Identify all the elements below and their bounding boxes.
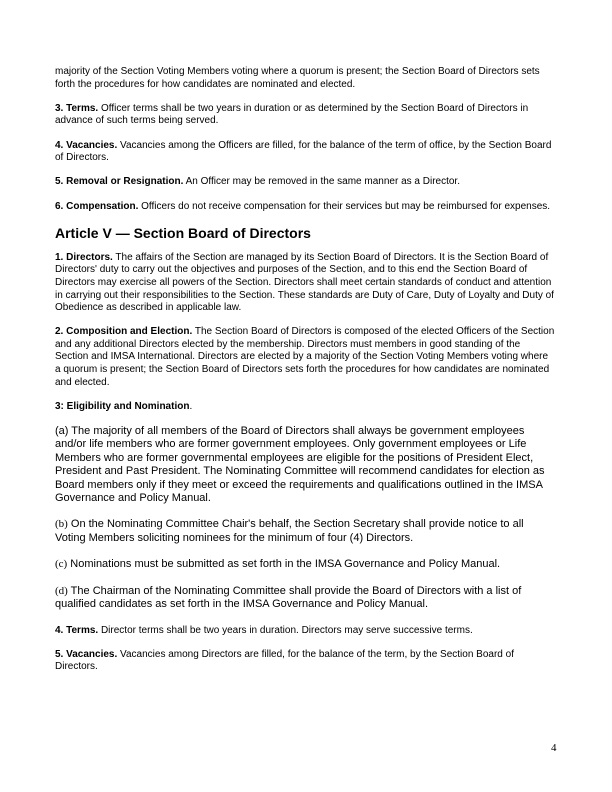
officer-compensation-paragraph [55, 201, 555, 214]
heading-punctuation: . [189, 400, 193, 412]
continuation-paragraph: majority of the Section Voting Members voting where a quorum is present; the Section Board of Directors sets forth the procedures for how candidates are nominated and elected. [55, 66, 540, 90]
officer-terms-paragraph [55, 103, 555, 128]
section-heading: 3: Eligibility and Nomination [55, 400, 190, 412]
paragraph-text: Vacancies among the Officers are filled, for the balance of the term of office, by the Section Board of Directors. [55, 139, 552, 164]
paragraph-text: An Officer may be removed in the same manner as a Director. [183, 176, 460, 188]
section-heading: 5. Removal or Resignation. [55, 176, 184, 188]
section-heading: 2. Composition and Election. [55, 326, 193, 338]
eligibility-item-a [55, 425, 555, 505]
paragraph-text: The Section Board of Directors is composed of the elected Officers of the Section and any additional Directors elected by the membership. Directors must members in good standing of the Section and IMSA International. Directors are elected by a majority of the Section Voting Members voting where a quorum is present; the Section Board of Directors sets forth the procedures for how candidates are nominated and elected. [55, 326, 555, 388]
section-heading: 5. Vacancies. [55, 648, 118, 660]
paragraph-text: Vacancies among Directors are filled, for the balance of the term, by the Section Board of Directors. [55, 648, 514, 673]
section-heading: 4. Terms. [55, 624, 99, 636]
article-title: Article V — Section Board of Directors [55, 224, 311, 241]
eligibility-item-c [55, 558, 555, 571]
section-heading: 6. Compensation. [55, 200, 139, 212]
section-heading: 1. Directors. [55, 251, 113, 263]
item-marker: (a) [55, 425, 69, 438]
paragraph-text: On the Nominating Committee Chair's behalf, the Section Secretary shall provide notice to all Voting Members soliciting nominees for the minimum of four (4) Directors. [55, 518, 524, 544]
paragraph-text: Officer terms shall be two years in duration or as determined by the Section Board of Directors in advance of such terms being served. [55, 102, 529, 127]
paragraph-text: Officers do not receive compensation for their services but may be reimbursed for expenses. [138, 200, 551, 212]
section-heading: 3. Terms. [55, 102, 99, 114]
item-marker: (c) [55, 558, 68, 571]
director-vacancies-paragraph [55, 649, 555, 674]
director-terms-paragraph [55, 625, 555, 638]
eligibility-item-b [55, 518, 555, 545]
eligibility-heading [55, 401, 555, 414]
paragraph-text: Director terms shall be two years in duration. Directors may serve successive terms. [98, 624, 473, 636]
officer-vacancies-paragraph [55, 140, 555, 165]
eligibility-item-d [55, 585, 555, 612]
item-marker: (b) [55, 518, 68, 531]
document-body [55, 66, 555, 685]
directors-paragraph [55, 252, 555, 315]
paragraph-text: The Chairman of the Nominating Committee shall provide the Board of Directors with a list of qualified candidates as set forth in the IMSA Governance and Policy Manual. [55, 584, 522, 611]
composition-paragraph [55, 326, 555, 389]
page-number: 4 [551, 742, 557, 754]
section-heading: 4. Vacancies. [55, 139, 118, 151]
paragraph-text: Nominations must be submitted as set forth in the IMSA Governance and Policy Manual. [67, 558, 501, 571]
item-marker: (d) [55, 584, 68, 597]
paragraph-text: The majority of all members of the Board of Directors shall always be government employees and/or life members who are former government employees. Only government employees or Life Members who are former governmental employees are eligible for the positions of President Elect, President and Past President. The Nominating Committee will recommend candidates for election as Board members only if they meet or exceed the requirements and qualifications outlined in the IMSA Governance and Policy Manual. [55, 425, 545, 505]
paragraph-text: The affairs of the Section are managed by its Section Board of Directors. It is the Section Board of Directors' duty to carry out the objectives and purposes of the Section, and to this end the Section Board of Directors may exercise all powers of the Section. Directors shall meet certain standards of conduct and attention in carrying out their responsibilities to the Section. These standards are Duty of Care, Duty of Loyalty and Duty of Obedience as described in applicable law. [55, 251, 554, 314]
officer-removal-paragraph [55, 176, 555, 189]
